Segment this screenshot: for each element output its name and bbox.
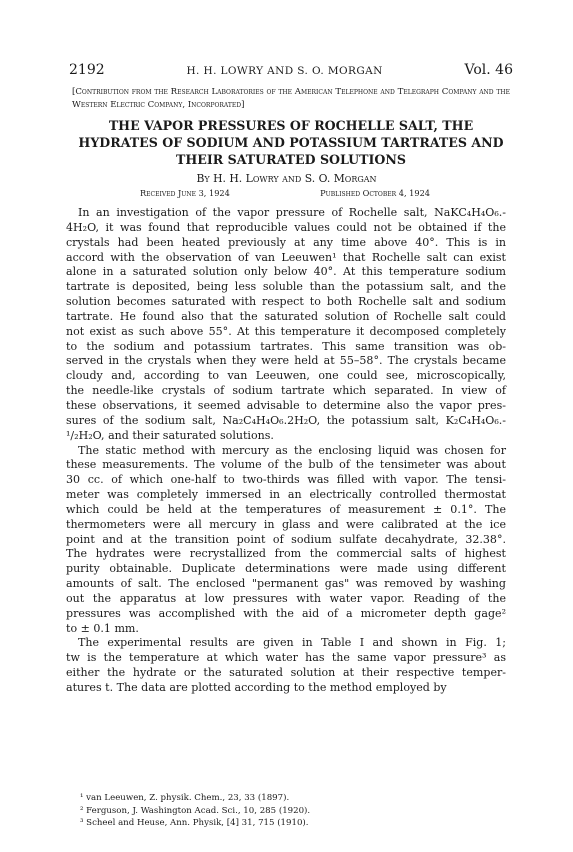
article-title: THE VAPOR PRESSURES OF ROCHELLE SALT, THE HYDRATES OF SODIUM AND POTASSIUM TARTRATES AND THEIR SATURATED SOLUTIONS bbox=[78, 118, 504, 167]
body-line: these observations, it seemed advisable to determine also the vapor pres- bbox=[66, 398, 506, 412]
body-line: solution becomes saturated with respect to both Rochelle salt and sodium bbox=[66, 295, 506, 309]
body-line: these measurements. The volume of the bulb of the tensimeter was about bbox=[66, 458, 506, 472]
body-line: 4H₂O, it was found that reproducible values could not be obtained if the bbox=[66, 220, 506, 234]
body-line: amounts of salt. The enclosed "permanent gas" was removed by washing bbox=[66, 577, 506, 591]
body-line: In an investigation of the vapor pressure of Rochelle salt, NaKC₄H₄O₆.- bbox=[78, 206, 506, 219]
body-line: the needle-like crystals of sodium tartrate which separated. In view of bbox=[66, 384, 506, 398]
body-line: The hydrates were recrystallized from the commercial salts of highest bbox=[66, 547, 506, 561]
body-line: meter was completely immersed in an electrically controlled thermostat bbox=[66, 488, 506, 502]
body-line: accord with the observation of van Leeuwen¹ that Rochelle salt can exist bbox=[66, 250, 506, 264]
body-line: The experimental results are given in Table I and shown in Fig. 1; bbox=[78, 636, 506, 650]
received-date: Received June 3, 1924 bbox=[140, 188, 230, 198]
running-title: H. H. LOWRY AND S. O. MORGAN bbox=[186, 65, 383, 77]
body-line: which could be held at the temperatures of measurement ± 0.1°. The bbox=[66, 502, 506, 516]
body-line: 30 cc. of which one-half to two-thirds was filled with vapor. The tensi- bbox=[66, 473, 506, 487]
body-line: pressures was accomplished with the aid of a micrometer depth gage² bbox=[66, 606, 506, 620]
body-line: sures of the sodium salt, Na₂C₄H₄O₆.2H₂O, the potassium salt, K₂C₄H₄O₆.- bbox=[66, 413, 506, 427]
footnote: ¹ van Leeuwen, Z. physik. Chem., 23, 33 (1897). bbox=[80, 793, 290, 803]
body-line: served in the crystals when they were held at 55–58°. The crystals became bbox=[66, 354, 506, 368]
body-line: tw is the temperature at which water has the same vapor pressure³ as bbox=[66, 651, 506, 665]
body-line: crystals had been heated previously at any time above 40°. This is in bbox=[66, 235, 506, 249]
body-line: out the apparatus at low pressures with water vapor. Reading of the bbox=[66, 591, 506, 605]
body-line: tartrate is deposited, being less soluble than the potassium salt, and the bbox=[66, 280, 506, 294]
body-line: tartrate. He found also that the saturated solution of Rochelle salt could bbox=[66, 309, 506, 323]
footnote: ³ Scheel and Heuse, Ann. Physik, [4] 31, 715 (1910). bbox=[80, 818, 309, 828]
body-line: to ± 0.1 mm. bbox=[66, 621, 139, 635]
body-line: ¹/₂H₂O, and their saturated solutions. bbox=[66, 428, 274, 442]
page-number: 2192 bbox=[69, 62, 105, 78]
contribution-note: [Contribution from the Research Laboratories of the American Telephone and Telegraph Company and the Western Electric Company, Incorporated] bbox=[72, 87, 510, 110]
body-line: to the sodium and potassium tartrates. This same transition was ob- bbox=[66, 339, 506, 353]
article-body bbox=[66, 206, 506, 696]
body-line: The static method with mercury as the enclosing liquid was chosen for bbox=[78, 443, 506, 457]
published-date: Published October 4, 1924 bbox=[320, 188, 430, 198]
author-byline: By H. H. Lowry and S. O. Morgan bbox=[196, 172, 377, 185]
body-line: thermometers were all mercury in glass and were calibrated at the ice bbox=[66, 517, 506, 531]
running-head bbox=[69, 62, 513, 78]
body-line: purity obtainable. Duplicate determinations were made using different bbox=[66, 562, 506, 576]
body-line: point and at the transition point of sodium sulfate decahydrate, 32.38°. bbox=[66, 532, 506, 546]
volume-label: Vol. 46 bbox=[464, 62, 513, 78]
body-line: either the hydrate or the saturated solution at their respective temper- bbox=[66, 666, 506, 680]
date-line bbox=[140, 188, 430, 198]
body-line: cloudy and, according to van Leeuwen, one could see, microscopically, bbox=[66, 369, 506, 383]
body-line: alone in a saturated solution only below 40°. At this temperature sodium bbox=[66, 265, 506, 279]
body-line: not exist as such above 55°. At this temperature it decomposed completely bbox=[66, 324, 506, 338]
footnote: ² Ferguson, J. Washington Acad. Sci., 10, 285 (1920). bbox=[80, 805, 311, 816]
body-line: atures t. The data are plotted according to the method employed by bbox=[66, 681, 447, 694]
footnotes bbox=[80, 792, 500, 830]
